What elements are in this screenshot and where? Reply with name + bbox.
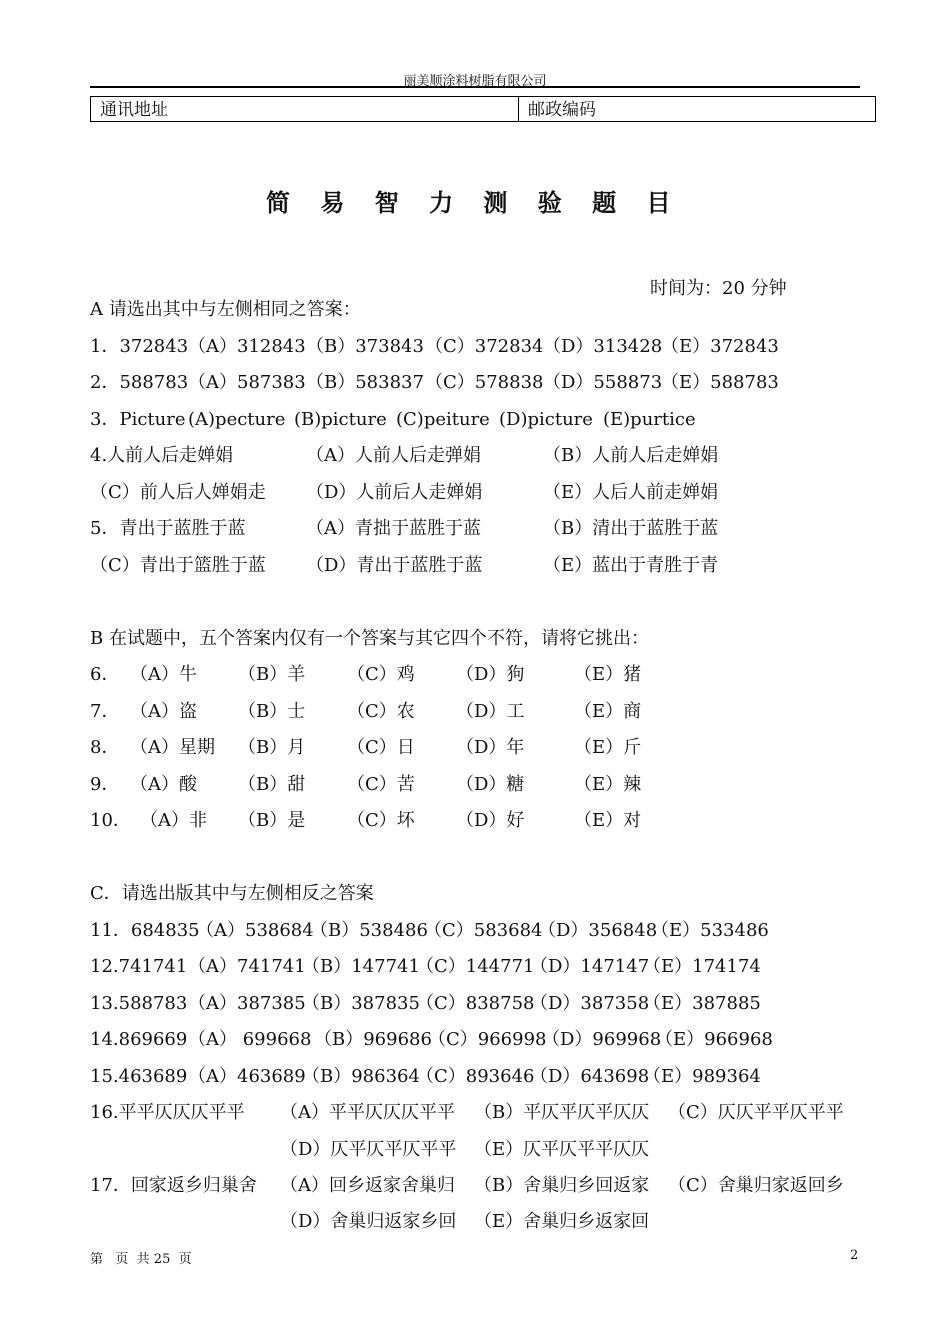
q12-option-b: （B）147741 [302,956,420,977]
q14-option-b: （B）969686 [314,1029,432,1050]
q16-option-c: （C）仄仄平平仄平平 [668,1102,844,1123]
q4-option-b: （B）人前人后走婵娟 [543,445,719,466]
q6-number: 6． [90,664,120,685]
q10-option-a: （A）非 [140,810,207,831]
q5-option-b: （B）清出于蓝胜于蓝 [543,518,719,539]
q2-option-a: （A）587383 [188,372,306,393]
company-header: 丽美顺涂料树脂有限公司 [403,74,547,89]
q8-number: 8． [90,737,120,758]
q15-option-a: （A）463689 [188,1066,306,1087]
q2-option-c: （C）578838 [425,372,544,393]
section-b-heading: B 在试题中，五个答案内仅有一个答案与其它四个不符，请将它挑出： [90,628,649,649]
q1-option-c: （C）372834 [425,336,544,357]
q4-option-e: （E）人后人前走婵娟 [543,482,719,503]
q15-option-c: （C）893646 [416,1066,535,1087]
q4-option-d: （D）人前后人走婵娟 [306,482,483,503]
q16-option-d: （D）仄平仄平仄平平 [280,1139,457,1160]
q15-option-e: （E）989364 [643,1066,761,1087]
q3-option-d: (D)picture [499,409,593,430]
q9-option-d: （D）糖 [456,774,525,795]
q17-stem: 17．回家返乡归巢舍 [90,1175,257,1196]
q1-option-e: （E）372843 [661,336,779,357]
q2-stem: 2．588783 [90,372,189,393]
q11-option-d: （D）356848 [538,920,658,941]
q5-option-a: （A）青拙于蓝胜于蓝 [306,518,481,539]
q2-option-d: （D）558873 [543,372,663,393]
q6-option-d: （D）狗 [456,664,525,685]
q1-option-a: （A）312843 [188,336,306,357]
footer-page-label: 第 页 共 25 页 [90,1252,192,1267]
q1-stem: 1．372843 [90,336,189,357]
q8-option-b: （B）月 [238,737,306,758]
q10-option-b: （B）是 [238,810,306,831]
q10-option-d: （D）好 [456,810,525,831]
q11-option-e: （E）533486 [651,920,769,941]
q6-option-a: （A）牛 [130,664,197,685]
q16-stem: 16.平平仄仄仄平平 [90,1102,245,1123]
q5-stem: 5．青出于蓝胜于蓝 [90,518,246,539]
q4-option-c: （C）前人后人婵娟走 [90,482,266,503]
q7-option-e: （E）商 [574,701,642,722]
q17-option-a: （A）回乡返家舍巢归 [280,1175,455,1196]
footer-page-number: 2 [850,1248,859,1263]
q13-option-b: （B）387835 [302,993,420,1014]
q16-option-e: （E）仄平仄平平仄仄 [474,1139,650,1160]
q9-option-e: （E）辣 [574,774,642,795]
q16-option-a: （A）平平仄仄仄平平 [280,1102,455,1123]
q12-option-a: （A）741741 [188,956,306,977]
postal-code-cell: 邮政编码 [528,100,596,120]
q7-option-c: （C）农 [347,701,415,722]
q9-option-c: （C）苦 [347,774,415,795]
q8-option-e: （E）斤 [574,737,642,758]
q3-option-b: (B)picture [294,409,387,430]
q11-option-c: （C）583684 [424,920,543,941]
q17-option-d: （D）舍巢归返家乡回 [280,1211,457,1232]
q2-option-e: （E）588783 [661,372,779,393]
address-cell: 通讯地址 [91,97,519,121]
q14-stem: 14.869669 [90,1029,188,1050]
q16-option-b: （B）平仄平仄平仄仄 [474,1102,650,1123]
q12-stem: 12.741741 [90,956,188,977]
q15-option-d: （D）643698 [530,1066,650,1087]
q14-option-e: （E）966968 [655,1029,773,1050]
q6-option-c: （C）鸡 [347,664,415,685]
q7-option-d: （D）工 [456,701,525,722]
q3-option-a: (A)pecture [188,409,286,430]
q11-option-b: （B）538486 [310,920,428,941]
q12-option-c: （C）144771 [416,956,535,977]
q9-number: 9． [90,774,120,795]
q17-option-c: （C）舍巢归家返回乡 [668,1175,844,1196]
section-a-heading: A 请选出其中与左侧相同之答案： [90,299,361,320]
address-table [90,96,876,122]
q14-option-c: （C）966998 [428,1029,547,1050]
q3-stem: 3．Picture [90,409,186,430]
q5-option-c: （C）青出于篮胜于蓝 [90,555,266,576]
q7-option-b: （B）士 [238,701,306,722]
q10-option-c: （C）坏 [347,810,415,831]
q6-option-e: （E）猪 [574,664,642,685]
q7-number: 7． [90,701,120,722]
q3-option-e: (E)purtice [603,409,696,430]
q3-option-c: (C)peiture [396,409,490,430]
q10-number: 10． [90,810,131,831]
q13-option-d: （D）387358 [530,993,650,1014]
q17-option-e: （E）舍巢归乡返家回 [474,1211,650,1232]
q12-option-e: （E）174174 [643,956,761,977]
q1-option-d: （D）313428 [543,336,663,357]
q11-stem: 11．684835 [90,920,200,941]
q10-option-e: （E）对 [574,810,642,831]
q13-option-c: （C）838758 [416,993,535,1014]
q5-option-e: （E）蓝出于青胜于青 [543,555,719,576]
q6-option-b: （B）羊 [238,664,306,685]
q12-option-d: （D）147147 [530,956,650,977]
q2-option-b: （B）583837 [306,372,424,393]
section-c-heading: C．请选出版其中与左侧相反之答案 [90,883,374,904]
q14-option-d: （D）969968 [542,1029,662,1050]
q15-stem: 15.463689 [90,1066,188,1087]
q15-option-b: （B）986364 [302,1066,420,1087]
q4-stem: 4.人前人后走婵娟 [90,445,234,466]
q7-option-a: （A）盗 [130,701,197,722]
q13-option-e: （E）387885 [643,993,761,1014]
time-note: 时间为：20 分钟 [650,278,787,299]
q9-option-a: （A）酸 [130,774,197,795]
q8-option-c: （C）日 [347,737,415,758]
q11-option-a: （A）538684 [196,920,314,941]
q5-option-d: （D）青出于蓝胜于蓝 [306,555,483,576]
q9-option-b: （B）甜 [238,774,306,795]
q8-option-d: （D）年 [456,737,525,758]
header-rule [90,86,860,88]
q13-stem: 13.588783 [90,993,188,1014]
q17-option-b: （B）舍巢归乡回返家 [474,1175,650,1196]
q13-option-a: （A）387385 [188,993,306,1014]
page-title: 简 易 智 力 测 验 题 目 [266,188,682,217]
q8-option-a: （A）星期 [130,737,215,758]
q1-option-b: （B）373843 [306,336,424,357]
q14-option-a: （A） 699668 [188,1029,312,1050]
q4-option-a: （A）人前人后走弹娟 [306,445,481,466]
